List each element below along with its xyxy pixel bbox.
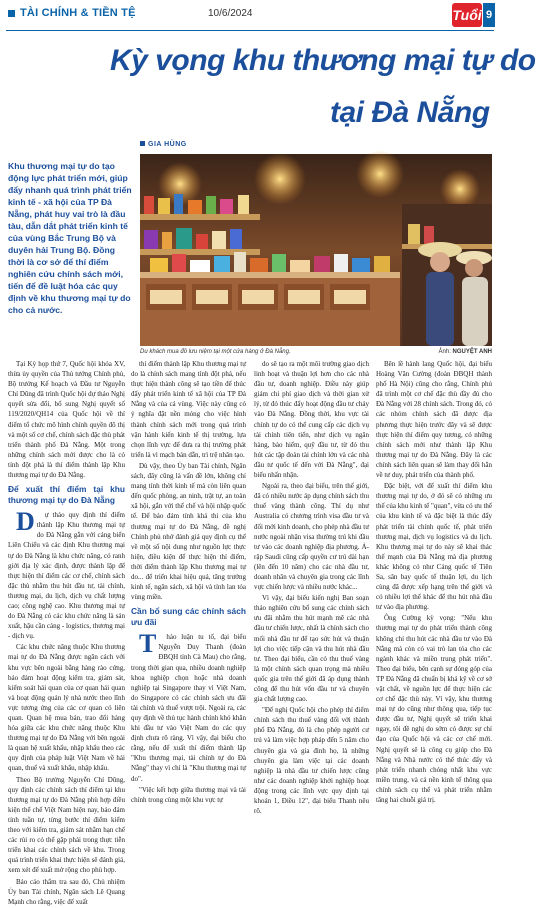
col1-paragraph-2: Dự thảo quy định thí điểm thành lập Khu thương mại tự do Đà Nẵng gắn với cảng biển Liên Chiểu và các định Khu thương mại tự do Đà Nẵng là khu chức năng, có ranh giới địa lý xác định, được thành lập để thực hiện thí điểm các cơ chế, chính sách đặc thù nhằm thu hút đầu tư, tài chính, thương mại, du lịch, dịch vụ chất lượng cao; công nghệ cao. Khu thương mại tự do Đà Nẵng có các khu chức năng là sản xuất, hậu cần cảng - logistics, thương mại - dịch vụ. [8, 507, 125, 641]
headline-line-1: Kỳ vọng khu thương mại tự do [110, 44, 536, 77]
newspaper-logo: Tuổi [452, 3, 482, 27]
page-number: 9 [483, 3, 495, 27]
col1-paragraph-1: Tại Kỳ họp thứ 7, Quốc hội khóa XV, thừa ủy quyền của Thủ tướng Chính phủ, Bộ trưởng Kế hoạch và Đầu tư Nguyễn Chí Dũng đã trình Quốc hội dự thảo Nghị quyết sửa đổi, bổ sung Nghị quyết số 119/2020/QH14 của Quốc hội về thí điểm tổ chức mô hình chính quyền đô thị và một số cơ chế, chính sách đặc thù phát triển thành phố Đà Nẵng. Một trong những chính sách mới được cho là có tính đột phá là thí điểm thành lập Khu thương mại tự do Đà Nẵng. [8, 360, 125, 480]
column-3 [254, 359, 369, 817]
byline: GIA HÙNG [140, 141, 187, 148]
column-4 [376, 359, 492, 806]
col3-paragraph-4: "Để nghị Quốc hội cho phép thí điểm chính sách thu thuế vàng đối với thành phố Đà Nẵng, đó là cho phép người cư trú và làm việc hợp pháp đến 5 năm cho chuyên gia và gia đình họ, là những chuyên gia làm việc tại các doanh nghiệp là nhà đầu tư chiến lược cũng như các doanh nghiệp khởi nghiệp hoạt động trong các lĩnh vực quy định tại khoản 1, Điều 12", đại biểu Thanh nêu rõ. [254, 706, 369, 816]
col4-paragraph-3: Ông Cường kỳ vọng: "Nếu khu thương mại tự do phát triển thành công không chỉ thu hút các nhà đầu tư vào Đà Nẵng mà còn có vai trò lan tỏa cho các ngành khác và miền trung phát triển". Theo đại biểu, bên cạnh sự đóng góp của TP Đà Nẵng đã chuẩn bị khá kỹ về cơ sở vật chất, về nguồn lực để thực hiện các cơ chế đặc thù này. Vì vậy, khu thương mại tự do cũng như thông qua, tiếp tục được đầu tư, Nghị quyết sẽ triển khai ngay, tôi đề nghị do sớm có được sự chỉ đạo của Quốc hội và các cơ chế mới. Nghị quyết sẽ là công cụ giúp cho Đà Nẵng và Nhà nước có thể thúc đẩy và phát triển nhanh chóng nhất khu vực miền trung, và cả nền kinh tế thông qua chính sách cụ thể và phát triển nhằm tăng hai chuỗi giá trị. [376, 614, 492, 805]
lead-paragraph: Khu thương mại tự do tạo động lực phát triển mới, giúp đẩy nhanh quá trình phát triển kinh tế - xã hội của TP Đà Nẵng, phát huy vai trò là đầu tàu, dẫn dắt phát triển kinh tế của vùng Bắc Trung Bộ và duyên hải Trung Bộ. Đồng thời là cơ sở để thí điểm nghiên cứu chính sách mới, tiến để đề luật hóa các quy định về khu thương mại tự do cho cả nước. [8, 161, 132, 315]
photo-credit-prefix: Ảnh: [438, 349, 451, 355]
col2-subheading: Cần bổ sung các chính sách ưu đãi [131, 606, 246, 628]
article-photo [140, 154, 492, 346]
section-label: TÀI CHÍNH & TIỀN TỆ [20, 7, 136, 19]
issue-date: 10/6/2024 [208, 8, 253, 19]
col1-paragraph-5: Bảo cáo thẩm tra sau đó, Chủ nhiệm Ủy ban Tài chính, Ngân sách Lê Quang Mạnh cho rằng, việc để xuất [8, 877, 125, 906]
col1-subheading: Để xuất thí điểm tại khu thương mại tự do Đà Nẵng [8, 484, 125, 506]
col1-paragraph-4: Theo Bộ trưởng Nguyễn Chí Dũng, quy định các chính sách thí điểm tại khu thương mại tự do Đà Nẵng phù hợp điều kiện thể chế Việt Nam hiện nay, bảo đảm tính tuần tự, từng bước thí điểm kiểm theo với kiểm tra, giám sát nhằm hạn chế các rủi ro có thể gặp phải trong thực tiễn triển khai các chính sách về khu. Trong quá trình triển khai thực hiện sẽ đánh giá, xem xét để xuất mở rộng cho phù hợp. [8, 775, 125, 875]
column-1 [8, 359, 125, 908]
col2-paragraph-1: thí điểm thành lập Khu thương mại tự do là chính sách mang tính đột phá, nếu thực hiện thành công sẽ tạo tiền để thúc đẩy phát triển kinh tế xã hội của TP Đà Nẵng và của cả vùng. Việc này cũng có ý nghĩa đặt nền móng cho việc hình thành chính sách mới trong quá trình vận hành kiến kinh tế thị trường, lựa chọn lĩnh vực để đưa ra thị trường phát triển là vì mạch bản dẫn, trì trệ nhân tạo. [131, 360, 246, 459]
page-header [0, 0, 500, 30]
col2-paragraph-3: Thảo luận tu tổ, đại biểu Nguyễn Duy Thanh (đoàn ĐBQH tỉnh Cà Mau) cho rằng, trong thời gian qua, nhiều doanh nghiệp khoa nghiệp chọn hoặc nhà doanh nghiệp tại Singapore thay vì Việt Nam, do Singapore có các chính sách ưu đãi tài chính và thuế vượt trội. Ngoài ra, các quy định về thủ tục hành chính khó khăn khi đầu tư vào Việt Nam do các quy định chưa rõ ràng. Vì vậy, đại biểu cho rằng, nếu để xuất thí điểm thành lập "Khu thương mại, tài chính tự do Đà Nẵng" thay vì chỉ là "Khu thương mại tự do". [131, 629, 246, 783]
souvenir-shop-photo [140, 154, 492, 346]
col3-paragraph-2: Ngoài ra, theo đại biểu, trên thế giới, đã có nhiều nước áp dụng chính sách thu thuế vàng thành công. Thí dụ như Australia có chương trình visa đầu tư và đối mới kinh doanh, cho phép nhà đầu tư nước ngoài nhận visa thường trú khi đầu tư vào các doanh nghiệp địa phương. Ả-rập Saudi cũng cấp quyền cư trú dài hạn (lên đến 10 năm) cho các nhà đầu tư, doanh nhân và chuyên gia trong các lĩnh vực chiến lược và nhiều nước khác... [254, 482, 370, 592]
photo-credit-name: NGUYỆT ANH [452, 349, 492, 355]
column-2 [131, 359, 246, 806]
col3-paragraph-3: Vì vậy, đại biểu kiến nghị Ban soạn thảo nghiên cứu bổ sung các chính sách ưu đãi nhằm thu hút mạnh mẽ các nhà đầu tư chiến lược, nhất là chính sách cho mối nhà đầu tư để tạo sức hút và thuận lợi cho việc tiếp cận và thu hút nhà đầu tư. Theo đại biểu, cần có thu thuế vàng là một chính sách quan trọng mà nhiều quốc gia trên thế giới đã áp dụng thành công để thu hút vốn đầu tư và chuyên gia chất lượng cao. [254, 594, 369, 704]
col2-paragraph-4: "Việc kết hợp giữa thương mại và tài chính trong cùng một khu vực tự [131, 785, 246, 804]
col3-paragraph-1: do sẽ tạo ra một môi trường giao dịch linh hoạt và thuận lợi hơn cho các nhà đầu tư, doanh nghiệp. Điều này giúp giảm chi phí giao dịch và thời gian xử lý, từ đó thúc đẩy hoạt động đầu tư chảy vào Đà Nẵng. Đồng thời, khu vực tài chính tự do có thể cung cấp các dịch vụ tài chính tiên tiến, như dịch vụ ngân hàng, bảo hiểm, quỹ đầu tư, từ đó thu hút các tập đoàn tài chính lớn và các nhà đầu tư quốc tế đến với Đà Nẵng", đại biểu nhấn nhận. [254, 360, 369, 480]
photo-credit [412, 349, 492, 355]
col1-paragraph-3: Các khu chức năng thuộc Khu thương mại tự do Đà Nẵng được ngăn cách với khu vực bên ngoài bằng hàng rào cứng, bảo đảm hoạt động kiểm tra, giám sát, kiểm soát hải quan của cơ quan hải quan và hoạt động quản lý nhà nước theo lĩnh vực tương ứng của các cơ quan có liên quan. Quan hệ mua bán, trao đổi hàng hóa giữa các khu chức năng thuộc Khu thương mại tự do Đà Nẵng với bên ngoài là quan hệ xuất khẩu, nhập khẩu theo các quy định của pháp luật Việt Nam về hải quan, thuế và xuất khẩu, nhập khẩu. [8, 643, 125, 773]
section-bullet-icon [8, 10, 15, 17]
col2-paragraph-2: Dù vậy, theo Ủy ban Tài chính, Ngân sách, đây cũng là vấn đề lớn, không chỉ mang tính thời kinh tế mà còn liên quan đến quốc phòng, an ninh, trật tự, an toàn xã hội, gắn với thể chế và hội nhập quốc tế. Để bảo đảm tính khả thi của khu thương mại tự do Đà Nẵng, đề nghị Chính phủ nhớ đánh giá quy định cụ thể về một số nội dung như nguồn lực thực hiện, điều kiện để thực hiện thí điểm, thời điểm thành lập Khu thương mại tự do... để triển khai hiệu quả, tăng trưởng kinh tế, ngân sách, xã hội và tính lan tỏa vùng miền. [131, 461, 246, 602]
headline-line-2: tại Đà Nẵng [330, 96, 490, 129]
col4-paragraph-1: Bên lề hành lang Quốc hội, đại biểu Hoàng Văn Cường (đoàn ĐBQH thành phố Hà Nội) cũng cho rằng, Chính phủ đã trình một cơ chế đặc thù đầy đủ cho Đà Nẵng với 28 chính sách. Trong đó, có các nhóm chính sách đã được địa phương thực hiện trước đây và sẽ được thực hiện thí điểm quy tương, có những chính sách mới như thành lập Khu thương mại tự do Đà Nẵng. Đây là các chính sách liên quan sẽ làm thay đổi hẳn về tư duy, phát triển của thành phố. [376, 360, 492, 480]
header-divider [6, 30, 494, 31]
photo-caption: Du khách mua đồ lưu niệm tại một cửa hàng ở Đà Nẵng. [140, 349, 291, 355]
col4-paragraph-2: Đặc biệt, với để xuất thí điểm khu thương mại tự do, ở đó sẽ có những ưu thế của khu kinh tế "quan", vừa có ưu thế của khu kinh tế và đặc biệt là thúc đẩy phát triển tài chính quốc tế, phát triển thương mại, dịch vụ logistics và du lịch. Khu thương mại tự do này sẽ khai thác thế mạnh của Đà Nẵng mà địa phương khác không có như Cảng quốc tế Tiên Sa, sân bay quốc tế thuận lợi, du lịch cùng đã được xếp hạng trên thế giới và có nhiều lợi thế khác để thu hút nhà đầu tư vào địa phương. [376, 482, 492, 612]
